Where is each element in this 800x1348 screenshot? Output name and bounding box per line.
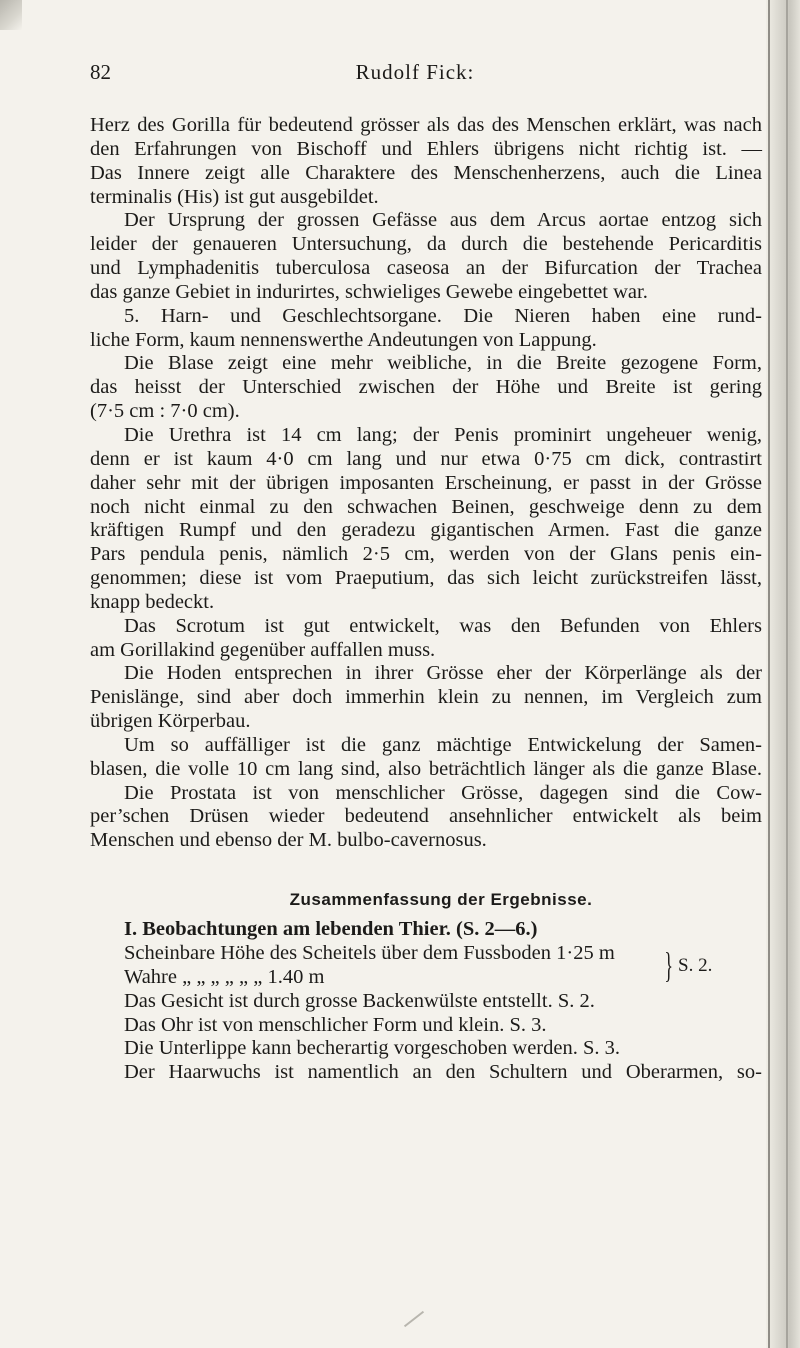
page-edge-line — [786, 0, 788, 1348]
text-line: leider der genaueren Untersuchung, da durch die bestehende Pericarditis — [90, 233, 762, 256]
page-text — [90, 114, 762, 1085]
text-line: Das Innere zeigt alle Charaktere des Menschenherzens, auch die Linea — [90, 161, 762, 184]
summary-text — [90, 990, 762, 1085]
text-line: das heisst der Unterschied zwischen der Höhe und Breite ist gering — [90, 376, 762, 399]
text-line: Die Unterlippe kann becherartig vorgeschoben werden. S. 3. — [124, 1037, 621, 1060]
text-line: blasen, die volle 10 cm lang sind, also beträchtlich länger als die ganze Blase. — [90, 757, 762, 780]
text-line: am Gorillakind gegenüber auffallen muss. — [90, 638, 436, 661]
page-corner-shadow — [0, 0, 22, 30]
text-line: Der Haarwuchs ist namentlich an den Schultern und Oberarmen, so- — [124, 1061, 762, 1084]
text-line: Menschen und ebenso der M. bulbo-cavernosus. — [90, 829, 487, 852]
height-measurements — [90, 942, 762, 990]
text-line: übrigen Körperbau. — [90, 710, 251, 733]
body-text — [90, 114, 762, 853]
measurement-line: Scheinbare Höhe des Scheitels über dem Fussboden 1·25 m — [124, 942, 615, 964]
text-line: Die Blase zeigt eine mehr weibliche, in die Breite gezogene Form, — [124, 352, 762, 375]
text-line: liche Form, kaum nennenswerthe Andeutungen von Lappung. — [90, 328, 597, 351]
text-line: Penislänge, sind aber doch immerhin klein zu nennen, im Vergleich zum — [90, 686, 762, 709]
text-line: 5. Harn- und Geschlechtsorgane. Die Nieren haben eine rund- — [124, 304, 762, 327]
brace-page-reference: S. 2. — [678, 955, 713, 976]
book-fore-edge — [766, 0, 800, 1348]
text-line: Die Urethra ist 14 cm lang; der Penis prominirt ungeheuer wenig, — [124, 423, 762, 446]
text-line: (7·5 cm : 7·0 cm). — [90, 400, 240, 423]
text-line: den Erfahrungen von Bischoff und Ehlers übrigens nicht richtig ist. — — [90, 137, 762, 160]
text-line: Pars pendula penis, nämlich 2·5 cm, werden von der Glans penis ein- — [90, 543, 762, 566]
text-line: Das Gesicht ist durch grosse Backenwülste entstellt. S. 2. — [124, 989, 595, 1012]
text-line: und Lymphadenitis tuberculosa caseosa an der Bifurcation der Trachea — [90, 257, 762, 280]
text-line: denn er ist kaum 4·0 cm lang und nur etwa 0·75 cm dick, contrastirt — [90, 447, 762, 470]
text-line: Die Hoden entsprechen in ihrer Grösse eher der Körperlänge als der — [124, 662, 762, 685]
summary-heading: Zusammenfassung der Ergebnisse. — [289, 890, 593, 910]
text-line: Das Ohr ist von menschlicher Form und klein. S. 3. — [124, 1013, 547, 1036]
text-line: Das Scrotum ist gut entwickelt, was den Befunden von Ehlers — [124, 614, 762, 637]
page-number: 82 — [90, 60, 111, 84]
text-line: noch nicht einmal zu den schwachen Beinen, geschweige denn zu dem — [90, 495, 762, 518]
text-line: Die Prostata ist von menschlicher Grösse, dagegen sind die Cow- — [124, 781, 762, 804]
running-header — [90, 60, 740, 90]
text-line: kräftigen Rumpf und den geradezu gigantischen Armen. Fast die ganze — [90, 519, 762, 542]
pencil-mark — [404, 1311, 424, 1327]
text-line: daher sehr mit der übrigen imposanten Erscheinung, er passt in der Grösse — [90, 471, 762, 494]
text-line: Herz des Gorilla für bedeutend grösser als das des Menschen erklärt, was nach — [90, 114, 762, 136]
text-line: Der Ursprung der grossen Gefässe aus dem Arcus aortae entzog sich — [124, 209, 762, 232]
running-title: Rudolf Fick: — [355, 60, 475, 84]
text-line: knapp bedeckt. — [90, 590, 215, 613]
brace-symbol: } — [664, 945, 673, 985]
measurement-line: Wahre „ „ „ „ „ „ 1.40 m — [124, 965, 325, 988]
text-line: genommen; diese ist vom Praeputium, das sich leicht zurückstreifen lässt, — [90, 567, 762, 590]
page-edge-line — [768, 0, 770, 1348]
section-title: I. Beobachtungen am lebenden Thier. (S. 2—6.) — [124, 918, 538, 941]
text-line: per’schen Drüsen wieder bedeutend ansehnlicher entwickelt als beim — [90, 805, 762, 828]
text-line: terminalis (His) ist gut ausgebildet. — [90, 185, 379, 208]
text-line: das ganze Gebiet in indurirtes, schwieliges Gewebe eingebettet war. — [90, 280, 648, 303]
text-line: Um so auffälliger ist die ganz mächtige Entwickelung der Samen- — [124, 733, 762, 756]
